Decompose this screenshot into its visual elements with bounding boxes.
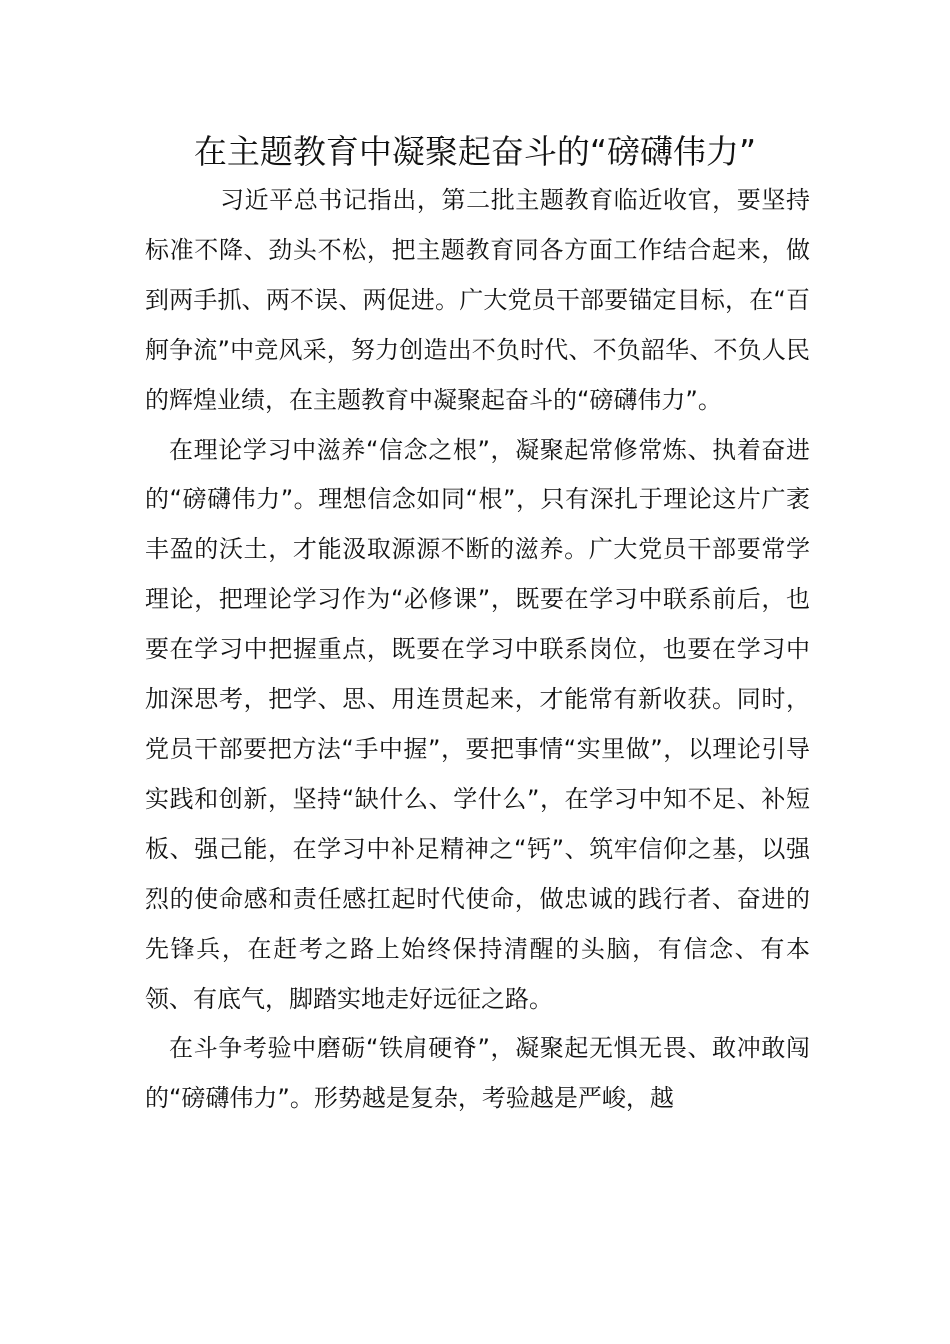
document-title: 在主题教育中凝聚起奋斗的“磅礴伟力” [193, 132, 757, 171]
paragraph-struggle-test: 在斗争考验中磨砺“铁肩硬脊”，凝聚起无惧无畏、敢冲敢闯的“磅礴伟力”。形势越是复杂，考验越是严峻，越 [145, 1034, 810, 1113]
paragraph-theory-study: 在理论学习中滋养“信念之根”，凝聚起常修常炼、执着奋进的“磅礴伟力”。理想信念如同“根”，只有深扎于理论这片广袤丰盈的沃土，才能汲取源源不断的滋养。广大党员干部要常学理论，把理论学习作为“必修课”，既要在学习中联系前后，也要在学习中把握重点，既要在学习中联系岗位，也要在学习中加深思考，把学、思、用连贯起来，才能常有新收获。同时，党员干部要把方法“手中握”，要把事情“实里做”，以理论引导实践和创新，坚持“缺什么、学什么”，在学习中知不足、补短板、强己能，在学习中补足精神之“钙”、筑牢信仰之基，以强烈的使命感和责任感扛起时代使命，做忠诚的践行者、奋进的先锋兵，在赶考之路上始终保持清醒的头脑，有信念、有本领、有底气，脚踏实地走好远征之路。 [145, 435, 810, 1013]
paragraph-intro: 习近平总书记指出，第二批主题教育临近收官，要坚持标准不降、劲头不松，把主题教育同各方面工作结合起来，做到两手抓、两不误、两促进。广大党员干部要锚定目标，在“百舸争流”中竞风采，努力创造出不负时代、不负韶华、不负人民的辉煌业绩，在主题教育中凝聚起奋斗的“磅礴伟力”。 [145, 186, 810, 414]
document-body [145, 176, 810, 1124]
